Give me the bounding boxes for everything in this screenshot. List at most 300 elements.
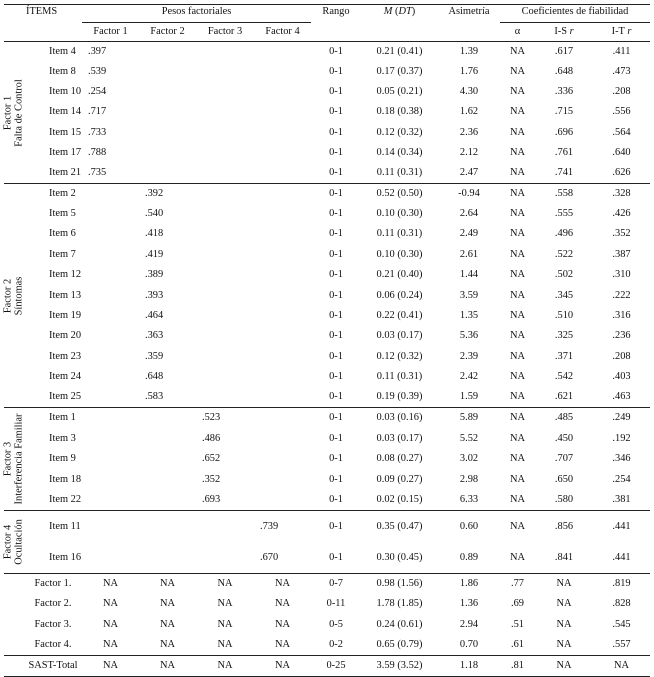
asimetria-cell: 1.36: [459, 598, 479, 610]
asimetria-cell: 6.33: [459, 494, 479, 506]
rango-cell: 0-1: [329, 551, 343, 563]
item-label: Item 4: [24, 42, 82, 62]
factor3-loading: [196, 184, 254, 204]
factor2-loading: [139, 408, 196, 429]
is-cell: .558: [535, 184, 593, 204]
factor3-cell: NA: [217, 639, 233, 651]
factor3-loading: [196, 306, 254, 326]
is-cell: .841: [554, 551, 574, 563]
factor1-loading: [82, 347, 139, 367]
mean-sd-cell: 0.21 (0.41): [361, 42, 438, 62]
item-label: Item 18: [49, 473, 82, 485]
factor-group-label-text: [3, 414, 26, 505]
it-header: I-T r: [593, 23, 650, 42]
is-cell: .648: [554, 65, 574, 77]
it-cell: .411: [593, 42, 650, 62]
factor4-loading: [254, 387, 311, 407]
rango-cell: 0-5: [329, 618, 343, 630]
factor1-loading: [82, 326, 139, 346]
asimetria-cell: 3.02: [459, 453, 479, 465]
factor1-loading: [82, 408, 139, 429]
factor2-loading: .418: [145, 228, 164, 240]
factor3-cell: NA: [217, 618, 233, 630]
summary-label: Factor 4.: [34, 639, 72, 651]
table-row: [4, 326, 650, 346]
items-header-spacer: [4, 23, 82, 42]
asimetria-cell: 1.44: [459, 269, 479, 281]
factor1-loading: [82, 387, 139, 407]
factor3-header: Factor 3: [196, 23, 254, 42]
factor4-loading: [254, 62, 311, 82]
asimetria-cell: 0.89: [459, 551, 479, 563]
item-label: Item 19: [49, 309, 82, 321]
factor1-loading: [82, 286, 139, 306]
factor2-loading: [139, 163, 196, 183]
factor2-loading: [139, 511, 196, 543]
asimetria-cell: 0.70: [459, 639, 479, 651]
item-label: Item 22: [49, 494, 82, 506]
factor4-cell: NA: [254, 656, 311, 677]
pesos-header: Pesos factoriales: [82, 5, 311, 23]
asimetria-cell: 5.52: [459, 432, 479, 444]
factor-group-label-line: Falta de Control: [14, 78, 25, 147]
factor2-header: Factor 2: [139, 23, 196, 42]
rango-cell: 0-1: [329, 248, 343, 260]
alpha-cell: NA: [509, 228, 525, 240]
factor3-cell: NA: [196, 574, 254, 595]
table-row: [4, 511, 650, 543]
is-cell: .496: [554, 228, 574, 240]
alpha-cell: NA: [509, 269, 525, 281]
it-cell: .640: [612, 146, 631, 158]
it-cell: .310: [612, 269, 631, 281]
factor2-loading: [139, 490, 196, 511]
factor3-loading: .486: [202, 432, 221, 444]
alpha-cell: NA: [500, 408, 535, 429]
factor2-loading: .389: [145, 269, 164, 281]
table-row: [4, 143, 650, 163]
table-row: [4, 163, 650, 183]
mean-sd-cell: 0.10 (0.30): [376, 207, 423, 219]
it-cell: .208: [612, 350, 631, 362]
factor4-loading: [254, 143, 311, 163]
alpha-cell: NA: [509, 126, 525, 138]
rango-cell: 0-1: [329, 453, 343, 465]
asimetria-cell: 5.89: [438, 408, 500, 429]
factor4-loading: .739: [254, 511, 311, 543]
summary-row: [4, 656, 650, 677]
asimetria-cell: 2.64: [459, 207, 479, 219]
is-cell: .325: [554, 330, 574, 342]
is-cell: .555: [554, 207, 574, 219]
mean-sd-cell: 0.22 (0.41): [376, 309, 423, 321]
factor2-cell: NA: [159, 598, 175, 610]
item-label: Item 14: [49, 106, 82, 118]
mean-sd-cell: 0.17 (0.37): [376, 65, 423, 77]
it-cell: .316: [612, 309, 631, 321]
factor1-loading: [82, 367, 139, 387]
it-cell: .463: [612, 391, 631, 403]
rango-cell: 0-1: [329, 126, 343, 138]
mean-sd-cell: 0.14 (0.34): [376, 146, 423, 158]
asimetria-cell: 2.47: [459, 166, 479, 178]
alpha-cell: NA: [509, 371, 525, 383]
summary-label: Factor 3.: [34, 618, 72, 630]
table-row: [4, 408, 650, 429]
is-cell: .761: [554, 146, 574, 158]
factor-group-label-line: Ocultación: [14, 519, 25, 566]
it-cell: .545: [612, 618, 631, 630]
item-label: Item 23: [49, 350, 82, 362]
alpha-cell: NA: [509, 330, 525, 342]
mean-sd-cell: 0.52 (0.50): [361, 184, 438, 204]
mean-sd-cell: 0.19 (0.39): [376, 391, 423, 403]
table-row: [4, 367, 650, 387]
item-label: Item 8: [49, 65, 76, 77]
is-cell: .522: [554, 248, 574, 260]
asimetria-cell: 1.62: [459, 106, 479, 118]
rango-cell: 0-1: [311, 511, 361, 543]
alpha-cell: NA: [509, 551, 525, 563]
asimetria-cell: 3.59: [459, 289, 479, 301]
item-label: Item 11: [24, 511, 82, 543]
asimetria-cell: 2.39: [459, 350, 479, 362]
factor4-loading: [254, 123, 311, 143]
mean-sd-cell: 0.35 (0.47): [361, 511, 438, 543]
factor4-loading: [254, 204, 311, 224]
it-cell: .426: [612, 207, 631, 219]
asimetria-cell: 2.12: [459, 146, 479, 158]
factor4-loading: [254, 326, 311, 346]
item-label: Item 6: [49, 228, 76, 240]
rango-cell: 0-1: [329, 494, 343, 506]
it-cell: .564: [612, 126, 631, 138]
alpha-cell: .81: [500, 656, 535, 677]
is-cell: .741: [554, 166, 574, 178]
alpha-cell: NA: [509, 207, 525, 219]
rango-cell: 0-1: [329, 391, 343, 403]
factor3-loading: [196, 204, 254, 224]
rango-header: Rango: [322, 6, 350, 17]
it-cell: .249: [593, 408, 650, 429]
factor4-loading: [254, 265, 311, 285]
factor4-loading: [254, 428, 311, 449]
asimetria-cell: 2.42: [459, 371, 479, 383]
it-cell: .403: [612, 371, 631, 383]
summary-label: Factor 2.: [34, 598, 72, 610]
item-label: Item 3: [49, 432, 76, 444]
coef-header: Coeficientes de fiabilidad: [500, 5, 650, 23]
is-header: I-S r: [535, 23, 593, 42]
item-label: Item 2: [24, 184, 82, 204]
factor3-loading: .693: [202, 494, 221, 506]
table-row: [4, 490, 650, 511]
alpha-cell: NA: [509, 248, 525, 260]
factor3-loading: .652: [202, 453, 221, 465]
factor2-loading: [139, 82, 196, 102]
factor2-loading: [139, 102, 196, 122]
mean-sd-cell: 0.65 (0.79): [376, 639, 423, 651]
factor4-loading: [254, 490, 311, 511]
factor3-loading: [196, 367, 254, 387]
factor2-loading: .393: [145, 289, 164, 301]
factor1-loading: [82, 184, 139, 204]
factor4-loading: [254, 224, 311, 244]
is-cell: .580: [554, 494, 574, 506]
mean-sd-cell: 0.30 (0.45): [376, 551, 423, 563]
factor2-loading: [139, 542, 196, 574]
factor3-loading: [196, 143, 254, 163]
items-header: ÍTEMS: [26, 6, 58, 17]
mean-sd-cell: 0.12 (0.32): [376, 350, 423, 362]
rango-cell: 0-1: [311, 184, 361, 204]
group-2: [4, 184, 650, 408]
mean-sd-cell: 0.18 (0.38): [376, 106, 423, 118]
factor1-loading: [82, 470, 139, 491]
is-cell: NA: [535, 656, 593, 677]
mean-sd-header: M (DT): [383, 6, 416, 17]
factor1-loading: .254: [88, 86, 107, 98]
factor2-loading: .419: [145, 248, 164, 260]
factor2-cell: NA: [159, 639, 175, 651]
factor3-loading: [196, 326, 254, 346]
alpha-cell: .69: [511, 598, 524, 610]
is-cell: .715: [554, 106, 574, 118]
table-row: [4, 470, 650, 491]
item-label: Item 21: [49, 166, 82, 178]
rango-cell: 0-1: [329, 86, 343, 98]
factor2-loading: .363: [145, 330, 164, 342]
asimetria-cell: -0.94: [438, 184, 500, 204]
group-1: [4, 42, 650, 184]
factor4-loading: [254, 102, 311, 122]
rango-cell: 0-1: [329, 228, 343, 240]
factor1-cell: NA: [82, 656, 139, 677]
it-cell: .236: [612, 330, 631, 342]
is-cell: .650: [554, 473, 574, 485]
item-label: Item 16: [49, 551, 82, 563]
factor1-loading: [82, 204, 139, 224]
summary-row: [4, 615, 650, 636]
total-block: [4, 656, 650, 677]
mean-sd-cell: 0.09 (0.27): [376, 473, 423, 485]
factor-loadings-table: [4, 4, 650, 677]
factor4-loading: [254, 286, 311, 306]
factor1-loading: [82, 245, 139, 265]
rango-cell: 0-1: [329, 166, 343, 178]
item-label: Item 5: [49, 207, 76, 219]
factor1-loading: [82, 306, 139, 326]
summary-label: SAST-Total: [4, 656, 82, 677]
factor4-loading: [254, 408, 311, 429]
mean-sd-cell: 0.11 (0.31): [376, 371, 423, 383]
factor1-loading: .735: [88, 166, 107, 178]
it-cell: .828: [612, 598, 631, 610]
factor4-loading: [254, 163, 311, 183]
asimetria-cell: 2.94: [459, 618, 479, 630]
rango-cell: 0-1: [329, 309, 343, 321]
factor3-loading: [196, 387, 254, 407]
factor3-cell: NA: [217, 598, 233, 610]
table-row: [4, 102, 650, 122]
item-label: Item 12: [49, 269, 82, 281]
mean-sd-cell: 0.98 (1.56): [361, 574, 438, 595]
asimetria-cell: 2.61: [459, 248, 479, 260]
alpha-cell: NA: [509, 146, 525, 158]
factor1-loading: [82, 511, 139, 543]
is-cell: .450: [554, 432, 574, 444]
factor1-loading: [82, 428, 139, 449]
factor4-loading: [254, 347, 311, 367]
rango-cell: 0-1: [311, 42, 361, 62]
table-row: [4, 428, 650, 449]
table-row: [4, 245, 650, 265]
alpha-cell: NA: [500, 184, 535, 204]
factor2-loading: [139, 123, 196, 143]
factor4-loading: [254, 42, 311, 62]
it-cell: .346: [612, 453, 631, 465]
item-label: Item 10: [49, 86, 82, 98]
item-label: Item 1: [24, 408, 82, 429]
factor-group-label-line: Factor 3: [2, 442, 14, 477]
alpha-cell: .51: [511, 618, 524, 630]
factor2-loading: [139, 470, 196, 491]
rango-cell: 0-1: [329, 350, 343, 362]
factor1-header: Factor 1: [82, 23, 139, 42]
item-label: Item 15: [49, 126, 82, 138]
rango-cell: 0-1: [311, 408, 361, 429]
it-cell: .387: [612, 248, 631, 260]
factor-group-label: [4, 511, 24, 574]
alpha-cell: NA: [509, 166, 525, 178]
asimetria-cell: 1.39: [438, 42, 500, 62]
alpha-cell: NA: [509, 289, 525, 301]
summary-row: [4, 594, 650, 615]
factor1-loading: .717: [88, 106, 107, 118]
factor2-loading: .392: [139, 184, 196, 204]
factor2-loading: [139, 449, 196, 470]
it-cell: .557: [612, 639, 631, 651]
factor4-loading: .670: [260, 551, 279, 563]
mean-sd-cell: 0.08 (0.27): [376, 453, 423, 465]
factor3-loading: [196, 511, 254, 543]
factor3-loading: [196, 102, 254, 122]
factor-group-label-text: [3, 79, 26, 147]
asimetria-cell: 1.76: [459, 65, 479, 77]
it-cell: NA: [593, 656, 650, 677]
factor1-loading: [82, 490, 139, 511]
factor4-cell: NA: [274, 598, 290, 610]
factor3-loading: [196, 245, 254, 265]
summary-row: [4, 635, 650, 656]
alpha-cell: .61: [511, 639, 524, 651]
is-cell: .336: [554, 86, 574, 98]
factor3-loading: .523: [196, 408, 254, 429]
factor3-loading: [196, 123, 254, 143]
mean-sd-cell: 0.10 (0.30): [376, 248, 423, 260]
it-cell: .254: [612, 473, 631, 485]
rango-cell: 0-25: [311, 656, 361, 677]
factor3-loading: [196, 286, 254, 306]
alpha-cell: NA: [509, 86, 525, 98]
alpha-cell: NA: [509, 391, 525, 403]
factor2-loading: .583: [145, 391, 164, 403]
is-cell: .502: [554, 269, 574, 281]
factor2-loading: [139, 428, 196, 449]
table-row: [4, 123, 650, 143]
alpha-cell: NA: [509, 309, 525, 321]
rango-cell: 0-1: [329, 432, 343, 444]
factor1-loading: .788: [88, 146, 107, 158]
rango-cell: 0-7: [311, 574, 361, 595]
factor1-loading: [82, 449, 139, 470]
factor-group-label-text: [3, 520, 26, 566]
factor2-cell: NA: [139, 656, 196, 677]
asimetria-cell: 2.36: [459, 126, 479, 138]
table-row: [4, 82, 650, 102]
summary-block: [4, 574, 650, 656]
alpha-cell: .77: [500, 574, 535, 595]
group-4: [4, 511, 650, 574]
it-cell: .556: [612, 106, 631, 118]
it-cell: .222: [612, 289, 631, 301]
alpha-cell: NA: [509, 432, 525, 444]
factor3-loading: [196, 224, 254, 244]
is-cell: .510: [554, 309, 574, 321]
is-cell: .696: [554, 126, 574, 138]
it-cell: .192: [612, 432, 631, 444]
rango-cell: 0-1: [329, 269, 343, 281]
it-cell: .441: [593, 511, 650, 543]
it-cell: .352: [612, 228, 631, 240]
factor1-cell: NA: [102, 639, 118, 651]
is-cell: .621: [554, 391, 574, 403]
group-3: [4, 408, 650, 511]
is-cell: .485: [535, 408, 593, 429]
factor3-loading: [196, 163, 254, 183]
summary-label: Factor 1.: [4, 574, 82, 595]
mean-sd-cell: 0.03 (0.17): [376, 432, 423, 444]
rango-cell: 0-1: [329, 207, 343, 219]
factor2-loading: .464: [145, 309, 164, 321]
rango-cell: 0-1: [329, 65, 343, 77]
alpha-cell: NA: [509, 494, 525, 506]
factor2-cell: NA: [159, 618, 175, 630]
alpha-cell: NA: [509, 473, 525, 485]
it-cell: .328: [593, 184, 650, 204]
summary-row: [4, 574, 650, 595]
is-cell: NA: [556, 639, 572, 651]
alpha-header: α: [500, 23, 535, 42]
factor1-loading: [82, 265, 139, 285]
factor-group-label: [4, 408, 24, 511]
rango-cell: 0-1: [329, 289, 343, 301]
asimetria-cell: 2.98: [459, 473, 479, 485]
asimetria-cell: 5.36: [459, 330, 479, 342]
asimetria-cell: 1.86: [438, 574, 500, 595]
table-row: [4, 542, 650, 574]
factor2-loading: .359: [145, 350, 164, 362]
factor4-loading: [254, 367, 311, 387]
factor4-loading: [254, 82, 311, 102]
factor4-loading: [254, 184, 311, 204]
alpha-cell: NA: [500, 42, 535, 62]
factor3-loading: [196, 82, 254, 102]
item-label: Item 25: [49, 391, 82, 403]
is-cell: NA: [556, 618, 572, 630]
factor1-cell: NA: [102, 598, 118, 610]
factor1-cell: NA: [82, 574, 139, 595]
